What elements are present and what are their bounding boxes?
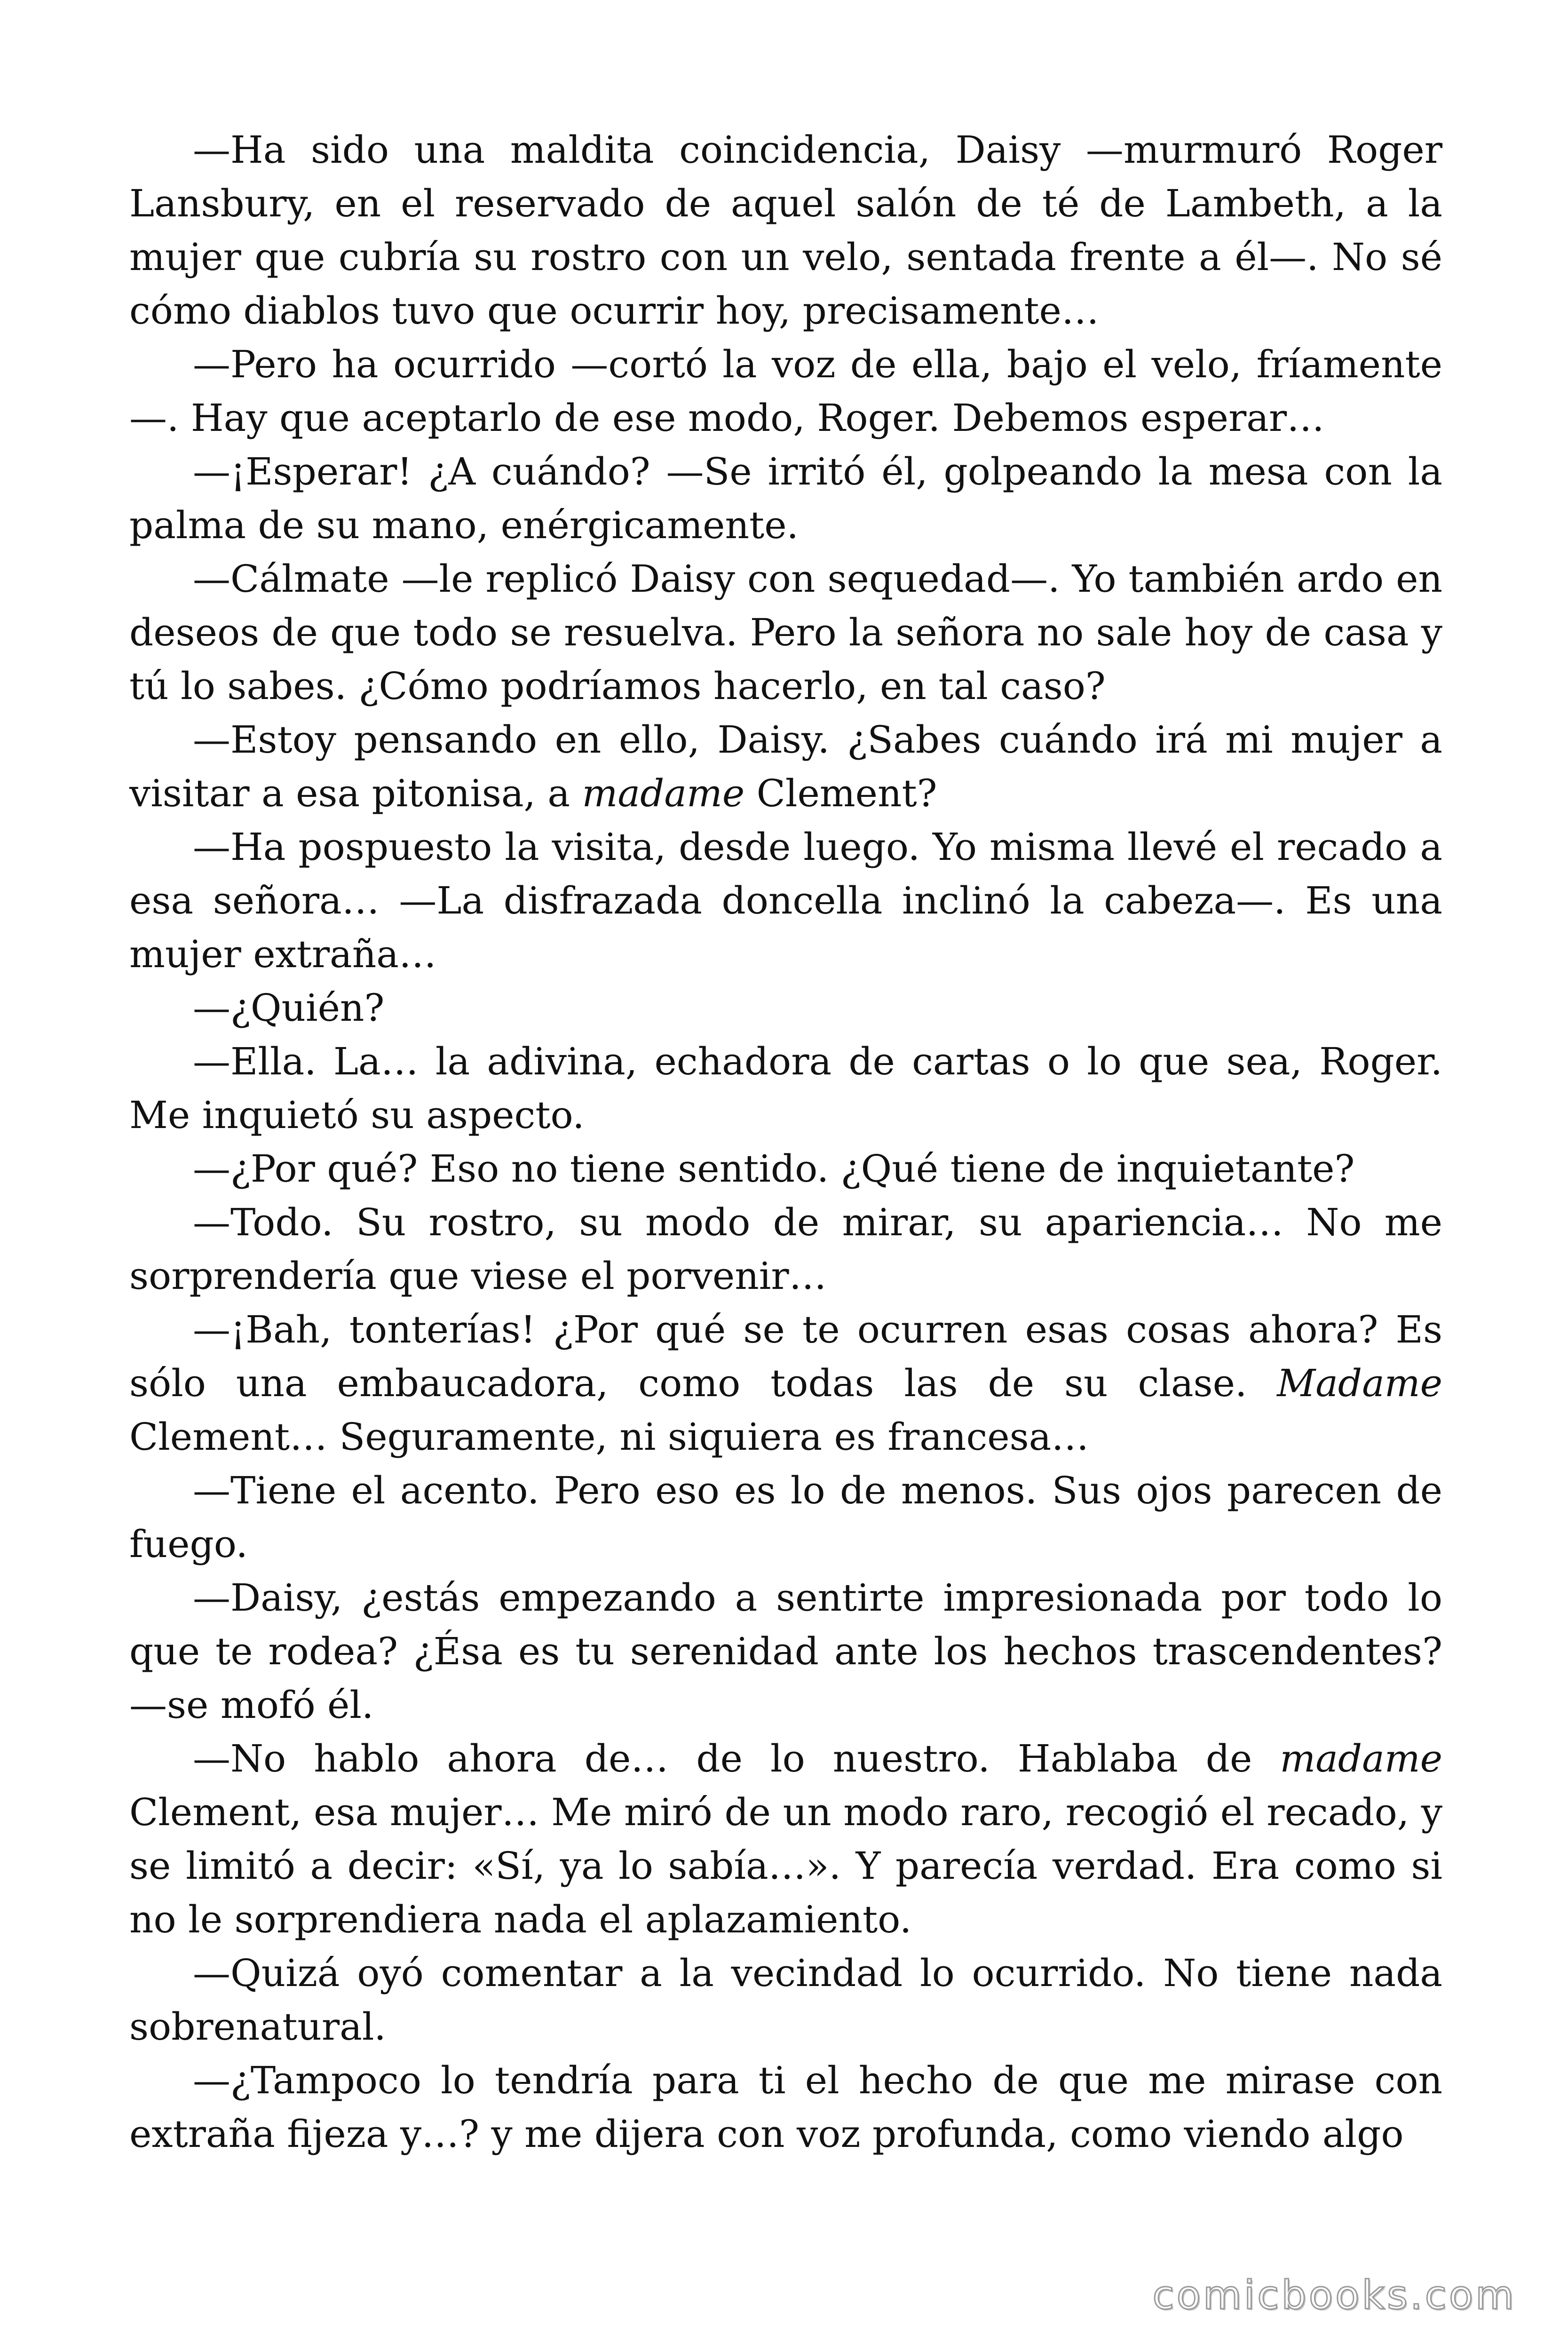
paragraph (129, 1303, 1442, 1464)
text-run: —¡Bah, tonterías! ¿Por qué se te ocurren esas cosas ahora? Es sólo una embaucadora, como todas las de su clase. (129, 1308, 1442, 1405)
text-run: Clement… Seguramente, ni siquiera es francesa… (129, 1415, 1089, 1459)
paragraph (129, 445, 1442, 552)
paragraph (129, 1035, 1442, 1142)
text-run: —Pero ha ocurrido —cortó la voz de ella, bajo el velo, fríamente —. Hay que aceptarlo de ese modo, Roger. Debemos esperar… (129, 342, 1442, 440)
text-run: —Todo. Su rostro, su modo de mirar, su apariencia… No me sorprendería que viese el porvenir… (129, 1200, 1442, 1298)
text-run: —¿Por qué? Eso no tiene sentido. ¿Qué tiene de inquietante? (193, 1147, 1355, 1191)
text-run: —¿Quién? (193, 986, 385, 1030)
text-run: Clement, esa mujer… Me miró de un modo raro, recogió el recado, y se limitó a decir: «Sí, ya lo sabía…». Y parecía verdad. Era como si no le sorprendiera nada el aplazamiento. (129, 1790, 1442, 1941)
text-run: —Daisy, ¿estás empezando a sentirte impresionada por todo lo que te rodea? ¿Ésa es tu serenidad ante los hechos trascendentes? —se mofó él. (129, 1576, 1442, 1727)
paragraph (129, 713, 1442, 820)
text-run: —Tiene el acento. Pero eso es lo de menos. Sus ojos parecen de fuego. (129, 1469, 1442, 1566)
paragraph (129, 1142, 1442, 1196)
text-run: Clement? (744, 771, 937, 815)
paragraph (129, 552, 1442, 713)
paragraph (129, 820, 1442, 981)
paragraph (129, 123, 1442, 338)
paragraph (129, 981, 1442, 1035)
text-run: —¡Esperar! ¿A cuándo? —Se irritó él, golpeando la mesa con la palma de su mano, enérgicamente. (129, 450, 1442, 547)
paragraph (129, 1732, 1442, 1947)
text-run: —No hablo ahora de… de lo nuestro. Hablaba de (193, 1737, 1280, 1780)
text-run: —Quizá oyó comentar a la vecindad lo ocurrido. No tiene nada sobrenatural. (129, 1951, 1442, 2049)
paragraph (129, 1464, 1442, 1571)
text-run: —Cálmate —le replicó Daisy con sequedad—. Yo también ardo en deseos de que todo se resuelva. Pero la señora no sale hoy de casa y tú lo sabes. ¿Cómo podríamos hacerlo, en tal caso? (129, 557, 1442, 708)
watermark: comicbooks.com (1152, 2272, 1516, 2318)
italic-text: madame (1280, 1737, 1442, 1780)
paragraph (129, 1947, 1442, 2054)
paragraph (129, 1571, 1442, 1732)
text-run: —¿Tampoco lo tendría para ti el hecho de que me mirase con extraña fijeza y…? y me dijera con voz profunda, como viendo algo (129, 2058, 1442, 2156)
italic-text: madame (582, 771, 745, 815)
italic-text: Madame (1277, 1361, 1442, 1405)
paragraph (129, 1196, 1442, 1303)
paragraph (129, 2054, 1442, 2161)
paragraph (129, 338, 1442, 445)
text-run: —Ella. La… la adivina, echadora de cartas o lo que sea, Roger. Me inquietó su aspecto. (129, 1040, 1442, 1137)
text-run: —Ha pospuesto la visita, desde luego. Yo misma llevé el recado a esa señora… —La disfrazada doncella inclinó la cabeza—. Es una mujer extraña… (129, 825, 1442, 976)
text-run: —Estoy pensando en ello, Daisy. ¿Sabes cuándo irá mi mujer a visitar a esa pitonisa, a (129, 718, 1442, 815)
text-run: —Ha sido una maldita coincidencia, Daisy —murmuró Roger Lansbury, en el reservado de aquel salón de té de Lambeth, a la mujer que cubría su rostro con un velo, sentada frente a él—. No sé cómo diablos tuvo que ocurrir hoy, precisamente… (129, 128, 1442, 333)
book-page (129, 123, 1442, 2240)
